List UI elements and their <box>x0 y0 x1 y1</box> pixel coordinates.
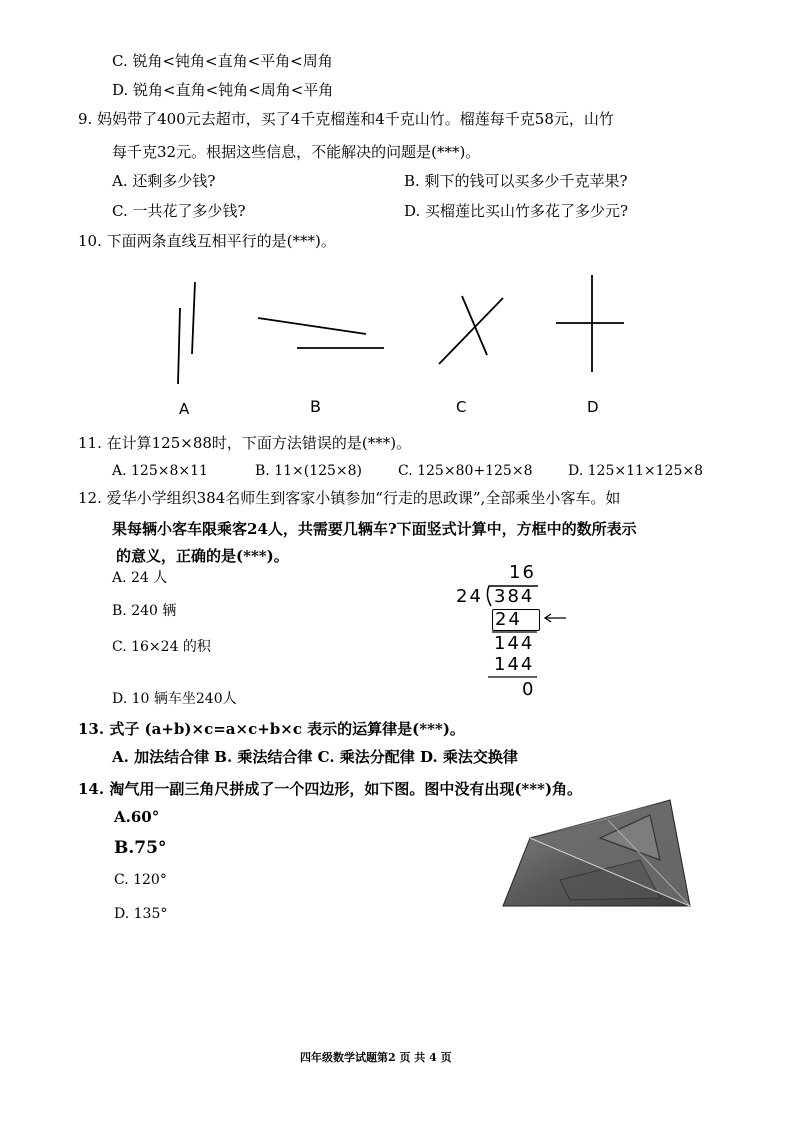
q9-stem-line1: 9. 妈妈带了400元去超市，买了4千克榴莲和4千克山竹。榴莲每千克58元，山竹 <box>78 110 614 128</box>
q10-label-c: C <box>456 398 467 416</box>
q12-option-d: D. 10 辆车坐240人 <box>112 691 237 707</box>
q10-label-d: D <box>587 398 599 416</box>
q9-stem-line2: 每千克32元。根据这些信息，不能解决的问题是(***)。 <box>112 143 481 161</box>
q11-option-d: D. 125×11×125×8 <box>568 463 703 479</box>
q11-option-b: B. 11×(125×8) <box>255 463 363 479</box>
q14-option-d: D. 135° <box>114 906 168 922</box>
q11-stem: 11. 在计算125×88时，下面方法错误的是(***)。 <box>78 434 412 452</box>
division-quotient: 16 <box>509 562 536 583</box>
division-step-144-b: 144 <box>494 654 535 675</box>
q13-stem: 13. 式子 (a+b)×c=a×c+b×c 表示的运算律是(***)。 <box>78 720 465 738</box>
division-remainder: 0 <box>522 679 534 700</box>
q14-stem: 14. 淘气用一副三角尺拼成了一个四边形，如下图。图中没有出现(***)角。 <box>78 780 583 798</box>
page-footer: 四年级数学试题第2 页 共 4 页 <box>300 1051 452 1064</box>
q12-stem-line2: 果每辆小客车限乘客24人，共需要几辆车?下面竖式计算中，方框中的数所表示 <box>112 520 637 538</box>
q14-option-a: A.60° <box>114 808 160 826</box>
q10-stem: 10. 下面两条直线互相平行的是(***)。 <box>78 232 336 250</box>
q9-option-b: B. 剩下的钱可以买多少千克苹果? <box>404 172 628 190</box>
q11-option-a: A. 125×8×11 <box>112 463 208 479</box>
q12-option-c: C. 16×24 的积 <box>112 639 211 655</box>
division-divisor: 24 <box>456 586 483 607</box>
q9-option-a: A. 还剩多少钱? <box>112 172 216 190</box>
q8-option-d: D. 锐角<直角<钝角<周角<平角 <box>112 81 334 99</box>
division-boxed-number: 24 <box>492 609 540 631</box>
q14-option-c: C. 120° <box>114 872 167 888</box>
q8-option-c: C. 锐角<钝角<直角<平角<周角 <box>112 52 333 70</box>
q9-option-c: C. 一共花了多少钱? <box>112 202 246 220</box>
q12-stem-line3: 的意义，正确的是(***)。 <box>116 547 289 565</box>
q12-stem-line1: 12. 爱华小学组织384名师生到客家小镇参加“行走的思政课”,全部乘坐小客车。如 <box>78 489 621 507</box>
q13-options: A. 加法结合律 B. 乘法结合律 C. 乘法分配律 D. 乘法交换律 <box>112 748 518 766</box>
division-step-144-a: 144 <box>494 633 535 654</box>
q14-option-b: B.75° <box>114 838 167 858</box>
q12-option-b: B. 240 辆 <box>112 603 177 619</box>
q10-label-b: B <box>310 397 321 416</box>
division-dividend: 384 <box>494 586 535 607</box>
q10-label-a: A <box>179 400 190 418</box>
q12-option-a: A. 24 人 <box>112 570 168 586</box>
q11-option-c: C. 125×80+125×8 <box>398 463 533 479</box>
q9-option-d: D. 买榴莲比买山竹多花了多少元? <box>404 202 629 220</box>
